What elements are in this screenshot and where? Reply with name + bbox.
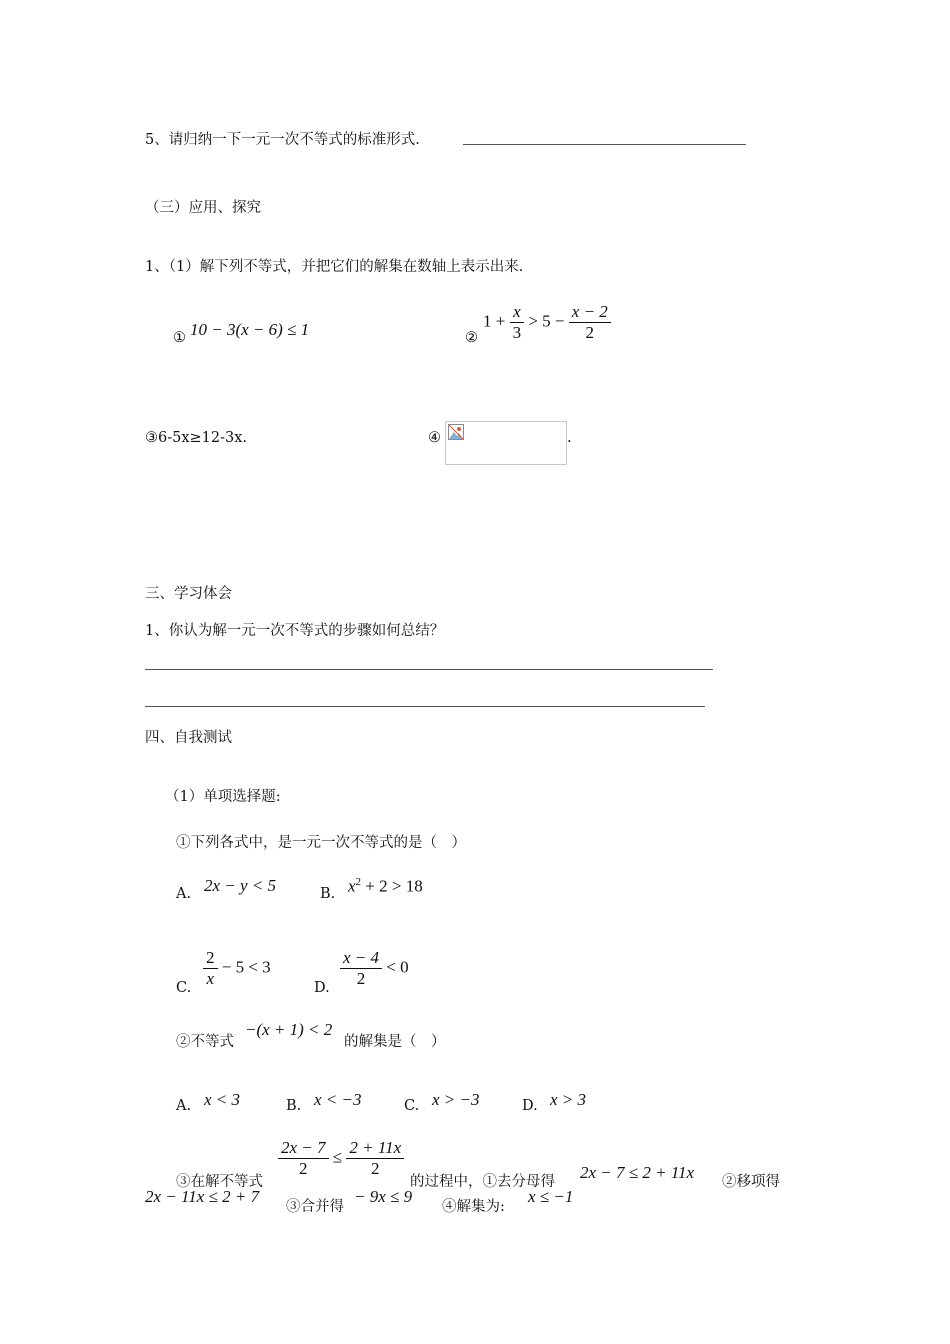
item-2-marker: ② bbox=[465, 330, 478, 346]
test-q3-stem-pre: ③在解不等式 bbox=[176, 1174, 263, 1190]
option-d-label: D. bbox=[314, 980, 330, 996]
answer-blank-line bbox=[145, 706, 705, 707]
reflect-question-1: 1、你认为解一元一次不等式的步骤如何总结？ bbox=[145, 623, 445, 639]
answer-blank-line bbox=[463, 144, 746, 145]
test-q2-expression: −(x + 1) < 2 bbox=[245, 1020, 333, 1039]
fraction-denominator: 2 bbox=[356, 969, 366, 988]
broken-image-placeholder bbox=[445, 421, 567, 465]
q2-option-d-expression: x > 3 bbox=[550, 1090, 587, 1109]
test-q2-stem-post: 的解集是（ ） bbox=[344, 1034, 446, 1050]
fraction-denominator: 2 bbox=[585, 323, 595, 342]
option-d-rest: < 0 bbox=[386, 957, 409, 977]
test-q3-inequality bbox=[278, 1138, 404, 1179]
fraction-numerator: x bbox=[510, 302, 525, 323]
item-1-expression: 10 − 3(x − 6) ≤ 1 bbox=[190, 320, 310, 339]
item-2-mid: > 5 − bbox=[528, 311, 565, 331]
option-c-expression bbox=[203, 948, 271, 989]
item-2-fraction-1 bbox=[510, 302, 525, 343]
fraction-numerator: 2 + 11x bbox=[346, 1138, 404, 1159]
q2-option-c-label: C. bbox=[404, 1098, 420, 1114]
q3-step4-text: ④解集为: bbox=[442, 1199, 505, 1215]
section-reflect-title: 三、学习体会 bbox=[145, 586, 232, 602]
option-c-rest: − 5 < 3 bbox=[221, 957, 271, 977]
option-c-label: C. bbox=[176, 980, 192, 996]
test-q3-mid-text: 的过程中，①去分母得 bbox=[410, 1174, 555, 1190]
item-4-marker: ④ bbox=[428, 430, 441, 446]
option-d-fraction bbox=[340, 948, 382, 989]
option-c-fraction bbox=[203, 948, 218, 989]
section-test-title: 四、自我测试 bbox=[145, 730, 232, 746]
q3-step4-expression: x ≤ −1 bbox=[528, 1187, 574, 1206]
section-test-subtitle: （1）单项选择题: bbox=[165, 789, 281, 805]
item-3-text: ③6-5x≥12-3x. bbox=[145, 430, 248, 446]
fraction-denominator: 2 bbox=[371, 1159, 380, 1178]
fraction-denominator: 3 bbox=[512, 323, 522, 342]
q3-step2-expression: 2x − 11x ≤ 2 + 7 bbox=[145, 1187, 260, 1206]
q2-option-d-label: D. bbox=[522, 1098, 538, 1114]
option-d-expression bbox=[340, 948, 409, 989]
q3-step1-expression: 2x − 7 ≤ 2 + 11x bbox=[580, 1163, 695, 1182]
test-q1-stem: ①下列各式中，是一元一次不等式的是（ ） bbox=[176, 835, 466, 851]
q3-step2-text: ②移项得 bbox=[722, 1174, 780, 1190]
option-a-label: A. bbox=[176, 886, 192, 902]
q2-option-c-expression: x > −3 bbox=[432, 1090, 480, 1109]
fraction-numerator: x − 2 bbox=[569, 302, 611, 323]
fraction-numerator: 2x − 7 bbox=[278, 1138, 329, 1159]
item-2-fraction-2 bbox=[569, 302, 611, 343]
option-a-expression: 2x − y < 5 bbox=[204, 876, 277, 895]
fraction-denominator: 2 bbox=[299, 1159, 308, 1178]
fraction-denominator: x bbox=[206, 969, 215, 988]
q3-le-sign: ≤ bbox=[332, 1147, 343, 1167]
test-q2-stem-pre: ②不等式 bbox=[176, 1034, 234, 1050]
option-b-rest: + 2 > 18 bbox=[361, 876, 423, 896]
answer-blank-line bbox=[145, 669, 713, 670]
q2-option-a-expression: x < 3 bbox=[204, 1090, 241, 1109]
q2-option-a-label: A. bbox=[176, 1098, 192, 1114]
broken-image-icon bbox=[448, 424, 464, 440]
option-b-label: B. bbox=[320, 886, 336, 902]
q3-step3-text: ③合并得 bbox=[286, 1199, 344, 1215]
item-2-lead: 1 + bbox=[483, 311, 506, 331]
option-b-base: x bbox=[348, 876, 356, 896]
item-2-expression bbox=[483, 302, 611, 343]
q3-step3-expression: − 9x ≤ 9 bbox=[354, 1187, 413, 1206]
q3-fraction-left bbox=[278, 1138, 329, 1179]
q2-option-b-label: B. bbox=[286, 1098, 302, 1114]
question-5-text: 5、请归纳一下一元一次不等式的标准形式. bbox=[145, 132, 420, 148]
item-1-marker: ① bbox=[173, 330, 186, 346]
section-apply-title: （三）应用、探究 bbox=[145, 200, 261, 216]
option-b-expression bbox=[348, 876, 423, 897]
option-b-exponent: 2 bbox=[355, 876, 362, 888]
q3-fraction-right bbox=[346, 1138, 404, 1179]
q2-option-b-expression: x < −3 bbox=[314, 1090, 362, 1109]
item-4-period: . bbox=[567, 430, 572, 446]
fraction-numerator: 2 bbox=[203, 948, 218, 969]
fraction-numerator: x − 4 bbox=[340, 948, 382, 969]
question-1-text: 1、（1）解下列不等式，并把它们的解集在数轴上表示出来. bbox=[145, 259, 524, 275]
